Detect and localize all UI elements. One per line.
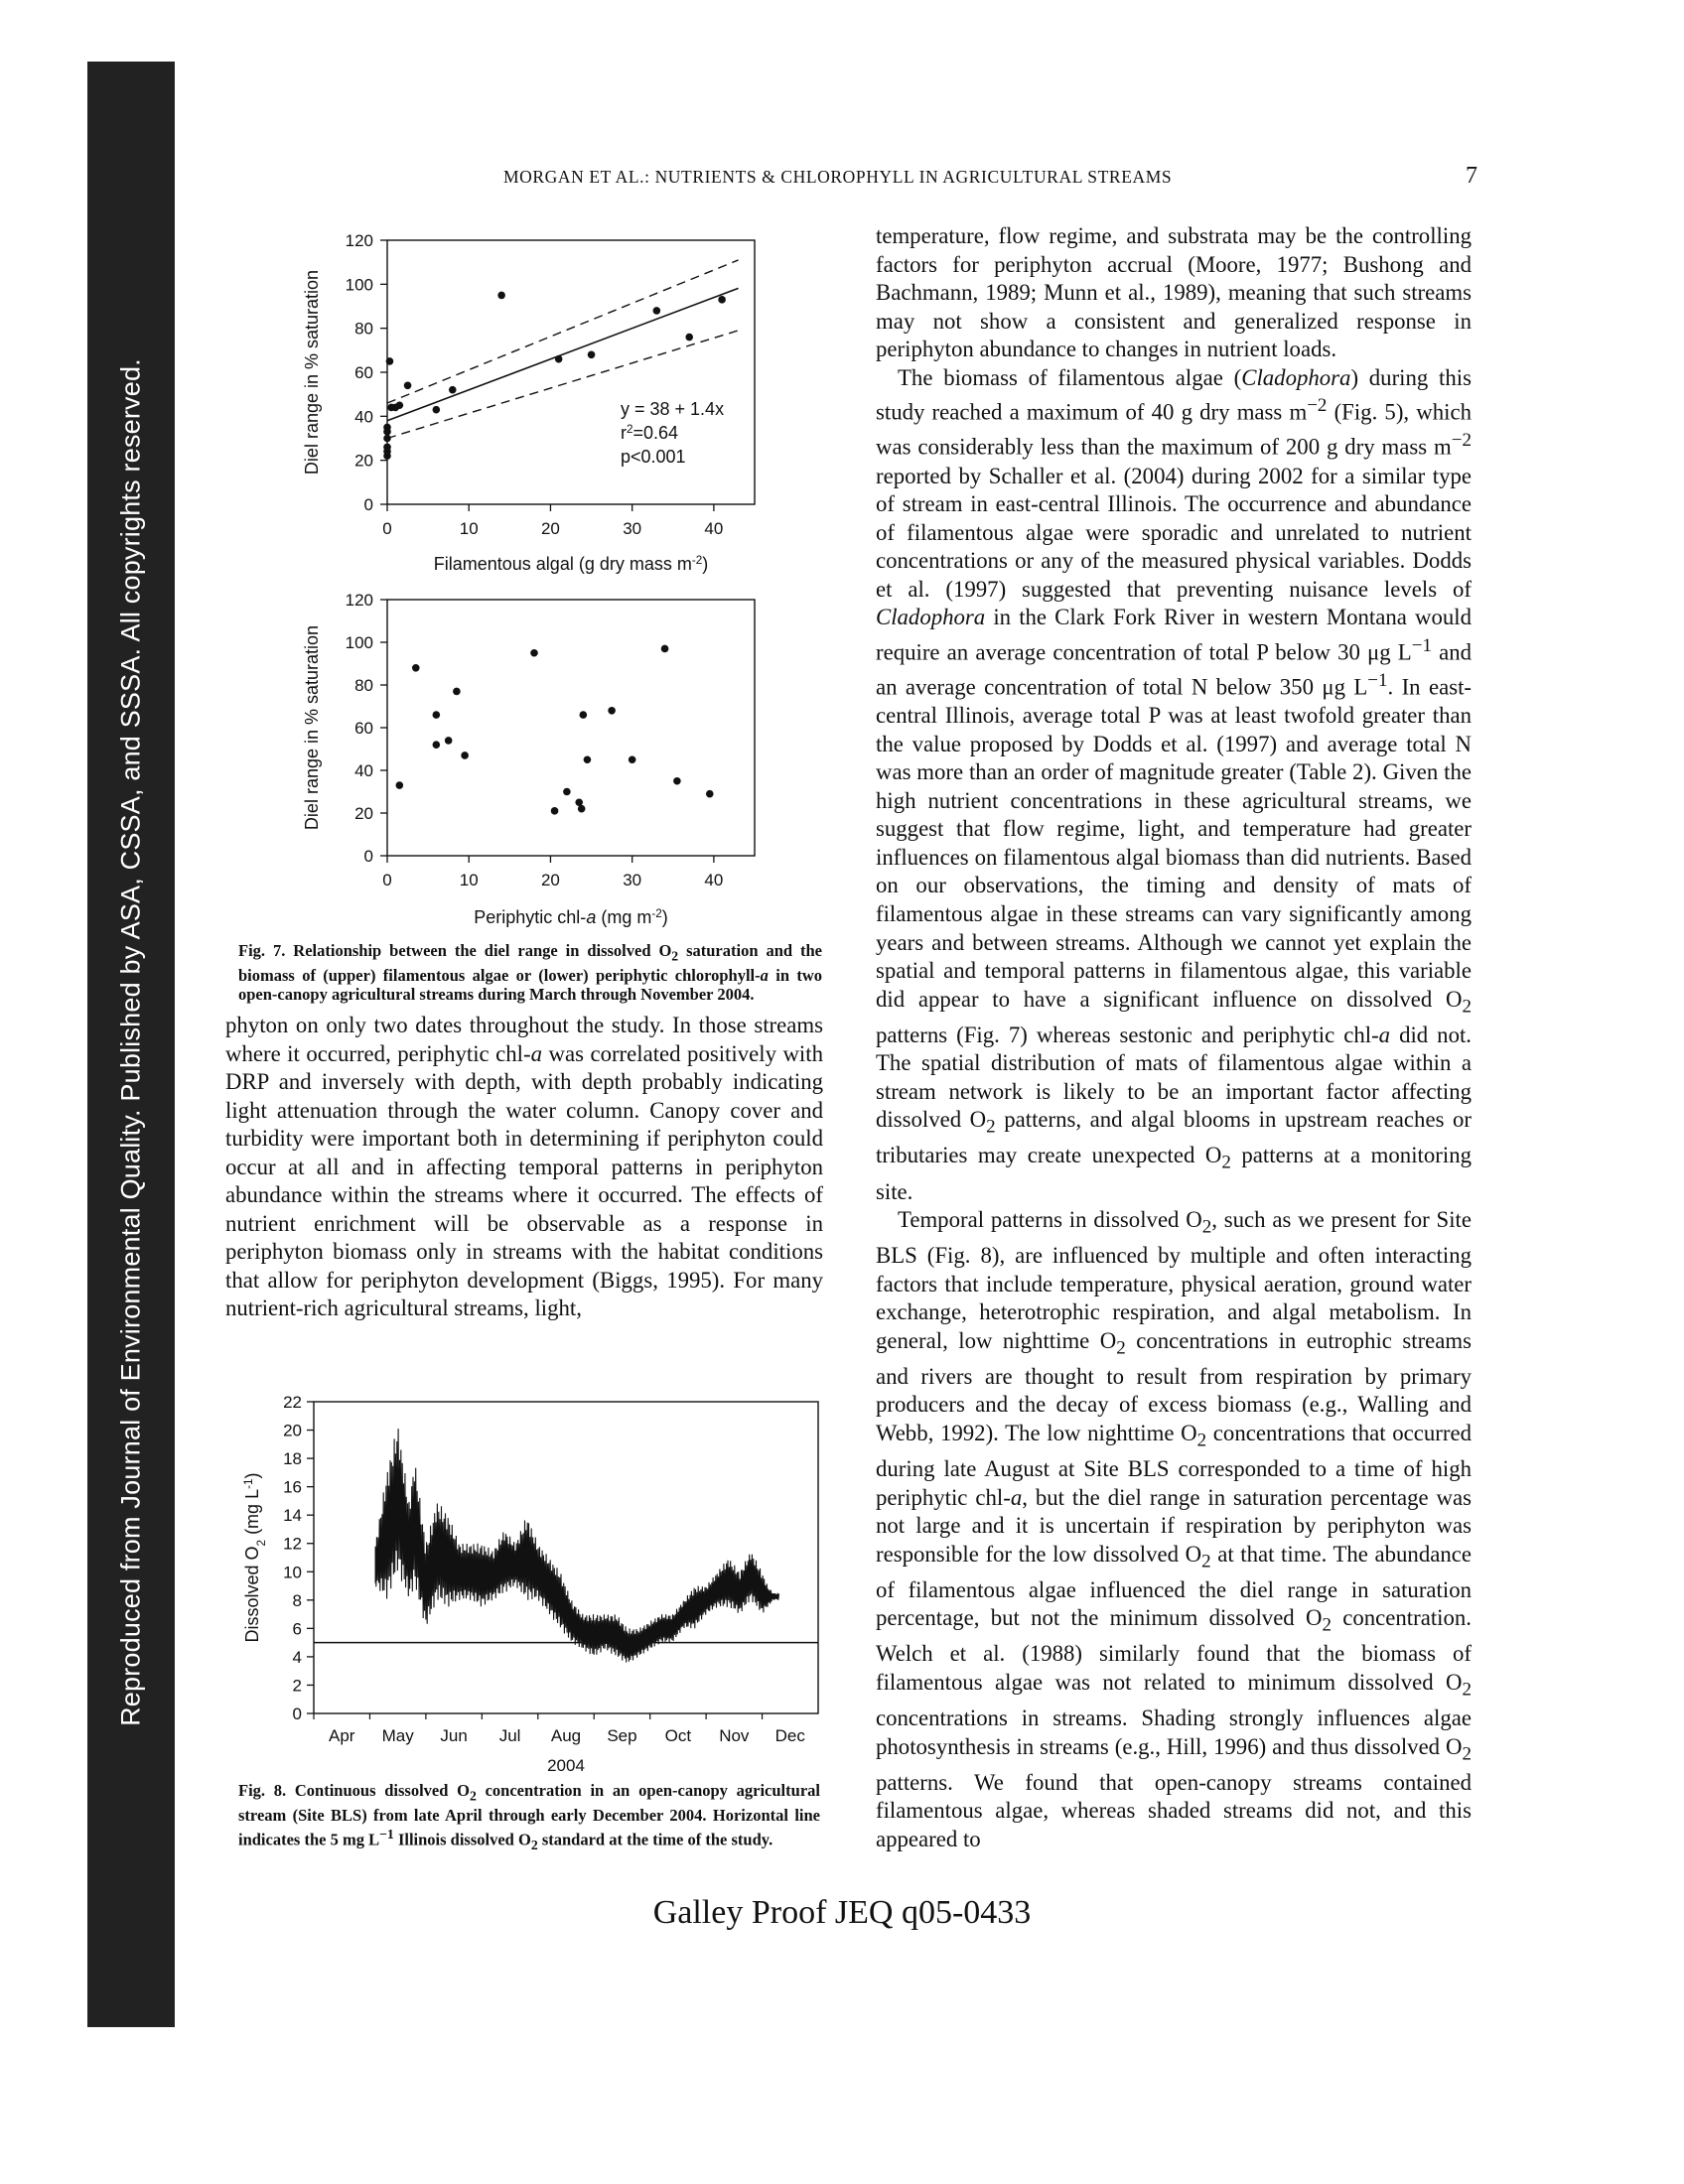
- x-axis-label: 2004: [547, 1756, 585, 1775]
- paragraph: temperature, flow regime, and substrata may be the controlling factors for periphyton accrual (Moore, 1977; Bushong and Bachmann, 1989; Munn et al., 1989), meaning that such streams may not show a consistent and generalized response in periphyton abundance to changes in nutrient loads.: [876, 223, 1472, 362]
- copyright-notice: Reproduced from Journal of Environmental Quality. Published by ASA, CSSA, and SSSA. All copyrights reserved.: [115, 358, 146, 1726]
- x-tick-label: Oct: [664, 1726, 692, 1745]
- data-point: [685, 334, 693, 341]
- y-tick-label: 40: [354, 761, 373, 780]
- fig7-upper-chart: [288, 228, 765, 586]
- data-point: [383, 444, 391, 452]
- data-point: [578, 805, 586, 813]
- y-tick-label: 20: [283, 1421, 302, 1440]
- x-tick-label: Sep: [607, 1726, 637, 1745]
- data-point: [530, 649, 538, 657]
- x-tick-label: 30: [623, 871, 642, 889]
- confidence-upper-line: [387, 260, 739, 403]
- x-tick-label: 40: [704, 519, 724, 538]
- y-tick-label: 100: [345, 275, 373, 295]
- fig7-lower-chart: [288, 588, 765, 937]
- x-axis-label: Periphytic chl-a (mg $m^{-2}$): [474, 906, 668, 927]
- y-tick-label: 40: [354, 407, 373, 427]
- y-tick-label: 80: [354, 676, 373, 695]
- right-column-text: [876, 222, 1472, 1853]
- y-axis-label: Dissolved $O_2$ (mg $L^{-1}$): [241, 1472, 268, 1643]
- x-tick-label: Dec: [774, 1726, 805, 1745]
- plot-frame: [387, 240, 755, 504]
- data-point: [584, 755, 592, 763]
- data-point: [555, 355, 563, 363]
- y-tick-label: 100: [345, 633, 373, 652]
- galley-proof-footer: Galley Proof JEQ q05-0433: [652, 1894, 1032, 1931]
- data-point: [396, 781, 404, 789]
- data-point: [653, 307, 661, 315]
- x-tick-label: Apr: [328, 1726, 355, 1745]
- data-point: [608, 707, 616, 715]
- x-tick-label: Aug: [550, 1726, 582, 1745]
- y-axis-label: Diel range in % saturation: [302, 624, 322, 831]
- data-point: [396, 401, 404, 409]
- page-number: 7: [1466, 163, 1477, 189]
- data-point: [453, 688, 461, 696]
- r-squared-label: $r^2=0.64$: [621, 422, 679, 443]
- data-point: [551, 807, 559, 815]
- data-point: [383, 435, 391, 443]
- y-tick-label: 0: [363, 495, 373, 514]
- paragraph: Temporal patterns in dissolved $O_2$, such as we present for Site BLS (Fig. 8), are influenced by multiple and often interacting factors that include temperature, physical aeration, ground water exchange, heterotrophic respiration, and algal metabolism. In general, low nighttime $O_2$ concentrations in eutrophic streams and rivers are thought to result from respiration by primary producers and the decay of excess biomass (e.g., Walling and Webb, 1992). The low nighttime $O_2$ concentrations that occurred during late August at Site BLS corresponded to a time of high periphytic chl-a, but the diel range in saturation percentage was not large and it is uncertain if respiration by periphyton was responsible for the low dissolved $O_2$ at that time. The abundance of filamentous algae influenced the diel range in saturation percentage, but not the minimum dissolved $O_2$ concentration. Welch et al. (1988) similarly found that the biomass of filamentous algae was not related to minimum dissolved $O_2$ concentrations in streams. Shading strongly influences algae photosynthesis in streams (e.g., Hill, 1996) and thus dissolved $O_2$ patterns. We found that open-canopy streams contained filamentous algae, whereas shaded streams did not, and this appeared to: [876, 1207, 1473, 1851]
- y-tick-label: 22: [283, 1393, 302, 1412]
- data-point: [383, 424, 391, 432]
- y-tick-label: 18: [283, 1449, 302, 1469]
- running-head: MORGAN ET AL.: NUTRIENTS & CHLOROPHYLL IN AGRICULTURAL STREAMS: [503, 167, 1173, 187]
- data-point: [673, 777, 681, 785]
- y-tick-label: 6: [292, 1619, 302, 1639]
- x-axis-label: Filamentous algal (g dry mass $m^{-2}$): [433, 553, 709, 574]
- y-tick-label: 80: [354, 319, 373, 339]
- fig8-caption: Fig. 8. Continuous dissolved $O_2$ concentration in an open-canopy agricultural stream (Site BLS) from late April through early December 2004. Horizontal line indicates the 5 mg $L^{-1}$ Illinois dissolved $O_2$ standard at the time of the study.: [238, 1781, 820, 1853]
- data-point: [588, 350, 596, 358]
- data-point: [497, 292, 505, 300]
- x-tick-label: Jun: [440, 1726, 468, 1745]
- data-point: [386, 357, 394, 365]
- y-tick-label: 60: [354, 363, 373, 382]
- y-tick-label: 14: [283, 1506, 302, 1526]
- plot-frame: [387, 600, 755, 856]
- data-point: [629, 755, 636, 763]
- y-tick-label: 10: [283, 1563, 302, 1582]
- data-point: [461, 751, 469, 759]
- x-tick-label: 0: [382, 871, 392, 889]
- data-point: [718, 296, 726, 304]
- y-tick-label: 120: [345, 231, 373, 250]
- data-point: [449, 386, 457, 394]
- x-tick-label: 20: [540, 871, 560, 889]
- y-tick-label: 12: [283, 1534, 302, 1554]
- data-point: [433, 711, 441, 719]
- fig7-caption: Fig. 7. Relationship between the diel range in dissolved $O_2$ saturation and the biomass of (upper) filamentous algae or (lower) periphytic chlorophyll-a in two open-canopy agricultural streams during March through November 2004.: [238, 941, 823, 1005]
- data-point: [433, 741, 441, 749]
- x-tick-label: 10: [459, 519, 479, 538]
- paragraph: The biomass of filamentous algae (Cladophora) during this study reached a maximum of 40 g dry mass $m^{-2}$ (Fig. 5), which was considerably less than the maximum of 200 g dry mass $m^{-2}$ reported by Schaller et al. (2004) during 2002 for a similar type of stream in east-central Illinois. The occurrence and abundance of filamentous algae were sporadic and unrelated to nutrient concentrations or any of the measured physical variables. Dodds et al. (1997) suggested that preventing nuisance levels of Cladophora in the Clark Fork River in western Montana would require an average concentration of total P below 30 μg $L^{-1}$ and an average concentration of total N below 350 μg $L^{-1}$. In east-central Illinois, average total P was at least twofold greater than the value proposed by Dodds et al. (1997) and average total N was more than an order of magnitude greater (Table 2). Given the high nutrient concentrations in these agricultural streams, we suggest that flow regime, light, and temperature had greater influences on filamentous algal biomass than did nutrients. Based on our observations, the timing and density of mats of filamentous algae in these streams can vary significantly among years and between streams. Although we cannot yet explain the spatial and temporal patterns in filamentous algae, this variable did appear to have a significant influence on dissolved $O_2$ patterns (Fig. 7) whereas sestonic and periphytic chl-a did not. The spatial distribution of mats of filamentous algae within a stream network is likely to be an important factor affecting dissolved $O_2$ patterns, and algal blooms in upstream reaches or tributaries may create unexpected $O_2$ patterns at a monitoring site.: [876, 364, 1473, 1204]
- y-tick-label: 4: [292, 1647, 302, 1667]
- x-tick-label: Jul: [498, 1726, 521, 1745]
- data-point: [580, 711, 588, 719]
- data-point: [706, 790, 714, 798]
- y-tick-label: 120: [345, 591, 373, 610]
- y-tick-label: 20: [354, 451, 373, 471]
- x-tick-label: Nov: [719, 1726, 750, 1745]
- y-tick-label: 60: [354, 719, 373, 738]
- x-tick-label: 40: [704, 871, 724, 889]
- y-tick-label: 20: [354, 804, 373, 823]
- x-tick-label: 0: [382, 519, 392, 538]
- p-value-label: p<0.001: [621, 447, 686, 467]
- y-tick-label: 2: [292, 1676, 302, 1696]
- x-tick-label: 20: [540, 519, 560, 538]
- fig8-chart: [234, 1394, 830, 1777]
- data-point: [433, 406, 441, 414]
- data-point: [445, 737, 453, 745]
- x-tick-label: 10: [459, 871, 479, 889]
- y-axis-label: Diel range in % saturation: [302, 269, 322, 476]
- y-tick-label: 0: [363, 847, 373, 866]
- data-point: [404, 382, 412, 390]
- data-point: [563, 788, 571, 796]
- confidence-lower-line: [387, 331, 739, 439]
- y-tick-label: 8: [292, 1590, 302, 1610]
- data-point: [412, 664, 420, 672]
- data-point: [661, 645, 669, 653]
- left-column-text: phyton on only two dates throughout the study. In those streams where it occurred, periphytic chl-a was correlated positively with DRP and inversely with depth, with depth probably indicating light attenuation through the water column. Canopy cover and turbidity were important both in determining if periphyton could occur at all and in affecting temporal patterns in periphyton abundance within the streams where it occurred. The effects of nutrient enrichment will be observable as a response in periphyton biomass only in streams with the habitat conditions that allow for periphyton development (Biggs, 1995). For many nutrient-rich agricultural streams, light,: [225, 1013, 823, 1321]
- y-tick-label: 16: [283, 1477, 302, 1497]
- x-tick-label: May: [381, 1726, 414, 1745]
- regression-equation: y = 38 + 1.4x: [621, 399, 725, 419]
- dissolved-o2-series: [375, 1429, 778, 1663]
- x-tick-label: 30: [623, 519, 642, 538]
- y-tick-label: 0: [292, 1705, 302, 1723]
